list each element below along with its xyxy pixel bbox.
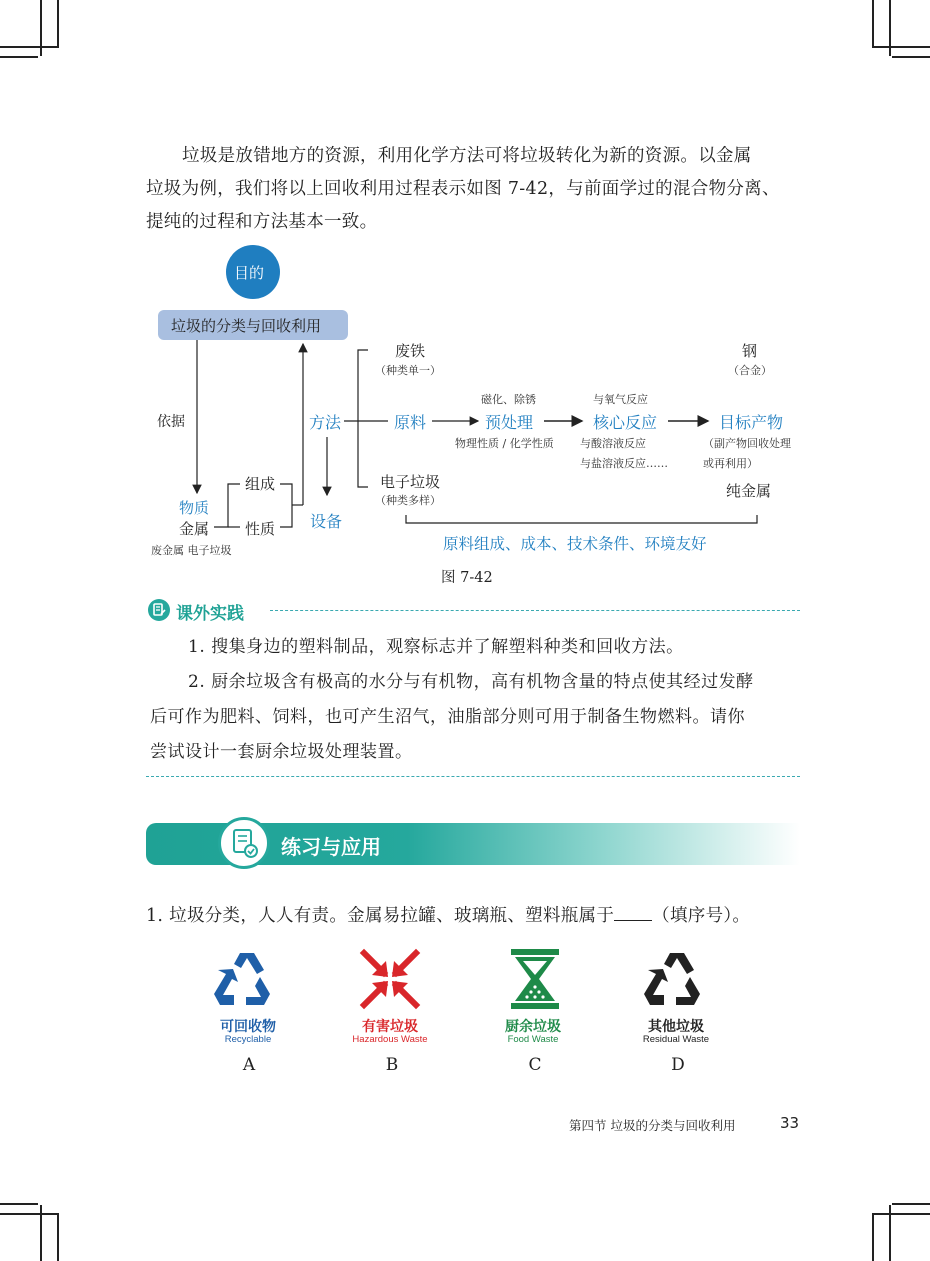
- steel-label: 钢: [742, 342, 758, 360]
- bin-label-en: Hazardous Waste: [352, 1034, 428, 1045]
- method-label: 方法: [309, 413, 342, 432]
- answer-blank[interactable]: [614, 904, 652, 921]
- bin-label: 可回收物: [220, 1019, 276, 1035]
- page-number: 33: [780, 1114, 800, 1132]
- intro-line: 垃圾是放错地方的资源，利用化学方法可将垃圾转化为新的资源。以金属: [182, 146, 752, 166]
- recycle-icon: [642, 949, 712, 1011]
- factors-label: 原料组成、成本、技术条件、环境友好: [443, 535, 707, 553]
- intro-line: 提纯的过程和方法基本一致。: [146, 212, 378, 232]
- bin-label-en: Food Waste: [507, 1034, 559, 1045]
- metal-examples: 废金属 电子垃圾: [151, 544, 232, 557]
- raw-material-note: 物理性质 / 化学性质: [455, 437, 554, 450]
- target-note: （副产物回收处理: [703, 437, 791, 450]
- bin-letter: B: [385, 1055, 399, 1075]
- practice-item: 1. 搜集身边的塑料制品，观察标志并了解塑料种类和回收方法。: [188, 637, 684, 657]
- practice-title: 课外实践: [176, 604, 244, 624]
- raw-material-label: 原料: [394, 413, 427, 432]
- scrap-iron-label: 废铁: [395, 342, 426, 360]
- composition-label: 组成: [245, 475, 276, 493]
- ewaste-note: （种类多样）: [375, 494, 441, 507]
- equipment-label: 设备: [310, 512, 343, 531]
- practice-item: [150, 665, 800, 770]
- substance-label: 物质: [179, 499, 210, 517]
- question-1: [146, 902, 750, 927]
- bin-label: 厨余垃圾: [505, 1019, 561, 1035]
- hourglass-icon: [507, 947, 563, 1011]
- bin-letter: A: [242, 1055, 256, 1075]
- top-box-label: 垃圾的分类与回收利用: [171, 317, 322, 335]
- bin-label-en: Recyclable: [224, 1034, 272, 1045]
- figure-caption: 图 7-42: [441, 570, 493, 586]
- bin-letter: C: [528, 1055, 542, 1075]
- footer-section-title: 第四节 垃圾的分类与回收利用: [569, 1118, 736, 1133]
- bin-letter: D: [671, 1055, 685, 1075]
- practice-line: 2. 厨余垃圾含有极高的水分与有机物，高有机物含量的特点使其经过发酵: [188, 672, 754, 692]
- pretreat-label: 预处理: [485, 413, 534, 432]
- scrap-iron-note: （种类单一）: [375, 364, 441, 377]
- target-label: 目标产物: [719, 413, 784, 432]
- bin-label: 有害垃圾: [362, 1019, 418, 1035]
- core-note-bottom: 与盐溶液反应……: [580, 457, 668, 470]
- bin-label: 其他垃圾: [648, 1019, 704, 1035]
- metal-label: 金属: [179, 520, 210, 538]
- steel-note: （合金）: [728, 364, 772, 377]
- exercise-title: 练习与应用: [281, 835, 381, 859]
- practice-line: 尝试设计一套厨余垃圾处理装置。: [150, 742, 413, 762]
- core-label: 核心反应: [593, 413, 658, 432]
- core-note-bottom: 与酸溶液反应: [580, 437, 646, 450]
- question-end: （填序号）。: [652, 906, 751, 926]
- dashed-divider: [270, 610, 800, 611]
- core-note-top: 与氧气反应: [593, 393, 648, 406]
- hazard-arrows-icon: [358, 947, 422, 1011]
- dashed-divider: [146, 776, 800, 777]
- property-label: 性质: [245, 520, 276, 538]
- recycle-icon: [212, 949, 282, 1011]
- pure-metal-label: 纯金属: [726, 482, 772, 500]
- ewaste-label: 电子垃圾: [380, 473, 441, 491]
- practice-line: 后可作为肥料、饲料，也可产生沼气，油脂部分则可用于制备生物燃料。请你: [150, 707, 745, 727]
- exercise-icon: [218, 817, 270, 869]
- question-text: 1. 垃圾分类，人人有责。金属易拉罐、玻璃瓶、塑料瓶属于: [146, 906, 615, 926]
- basis-label: 依据: [157, 414, 185, 430]
- bin-label-en: Residual Waste: [642, 1034, 710, 1045]
- purpose-label: 目的: [234, 264, 265, 282]
- pretreat-note: 磁化、除锈: [481, 393, 536, 406]
- intro-line: 垃圾为例，我们将以上回收利用过程表示如图 7-42，与前面学过的混合物分离、: [146, 179, 780, 199]
- target-note: 或再利用）: [703, 457, 758, 470]
- practice-icon: [147, 598, 171, 622]
